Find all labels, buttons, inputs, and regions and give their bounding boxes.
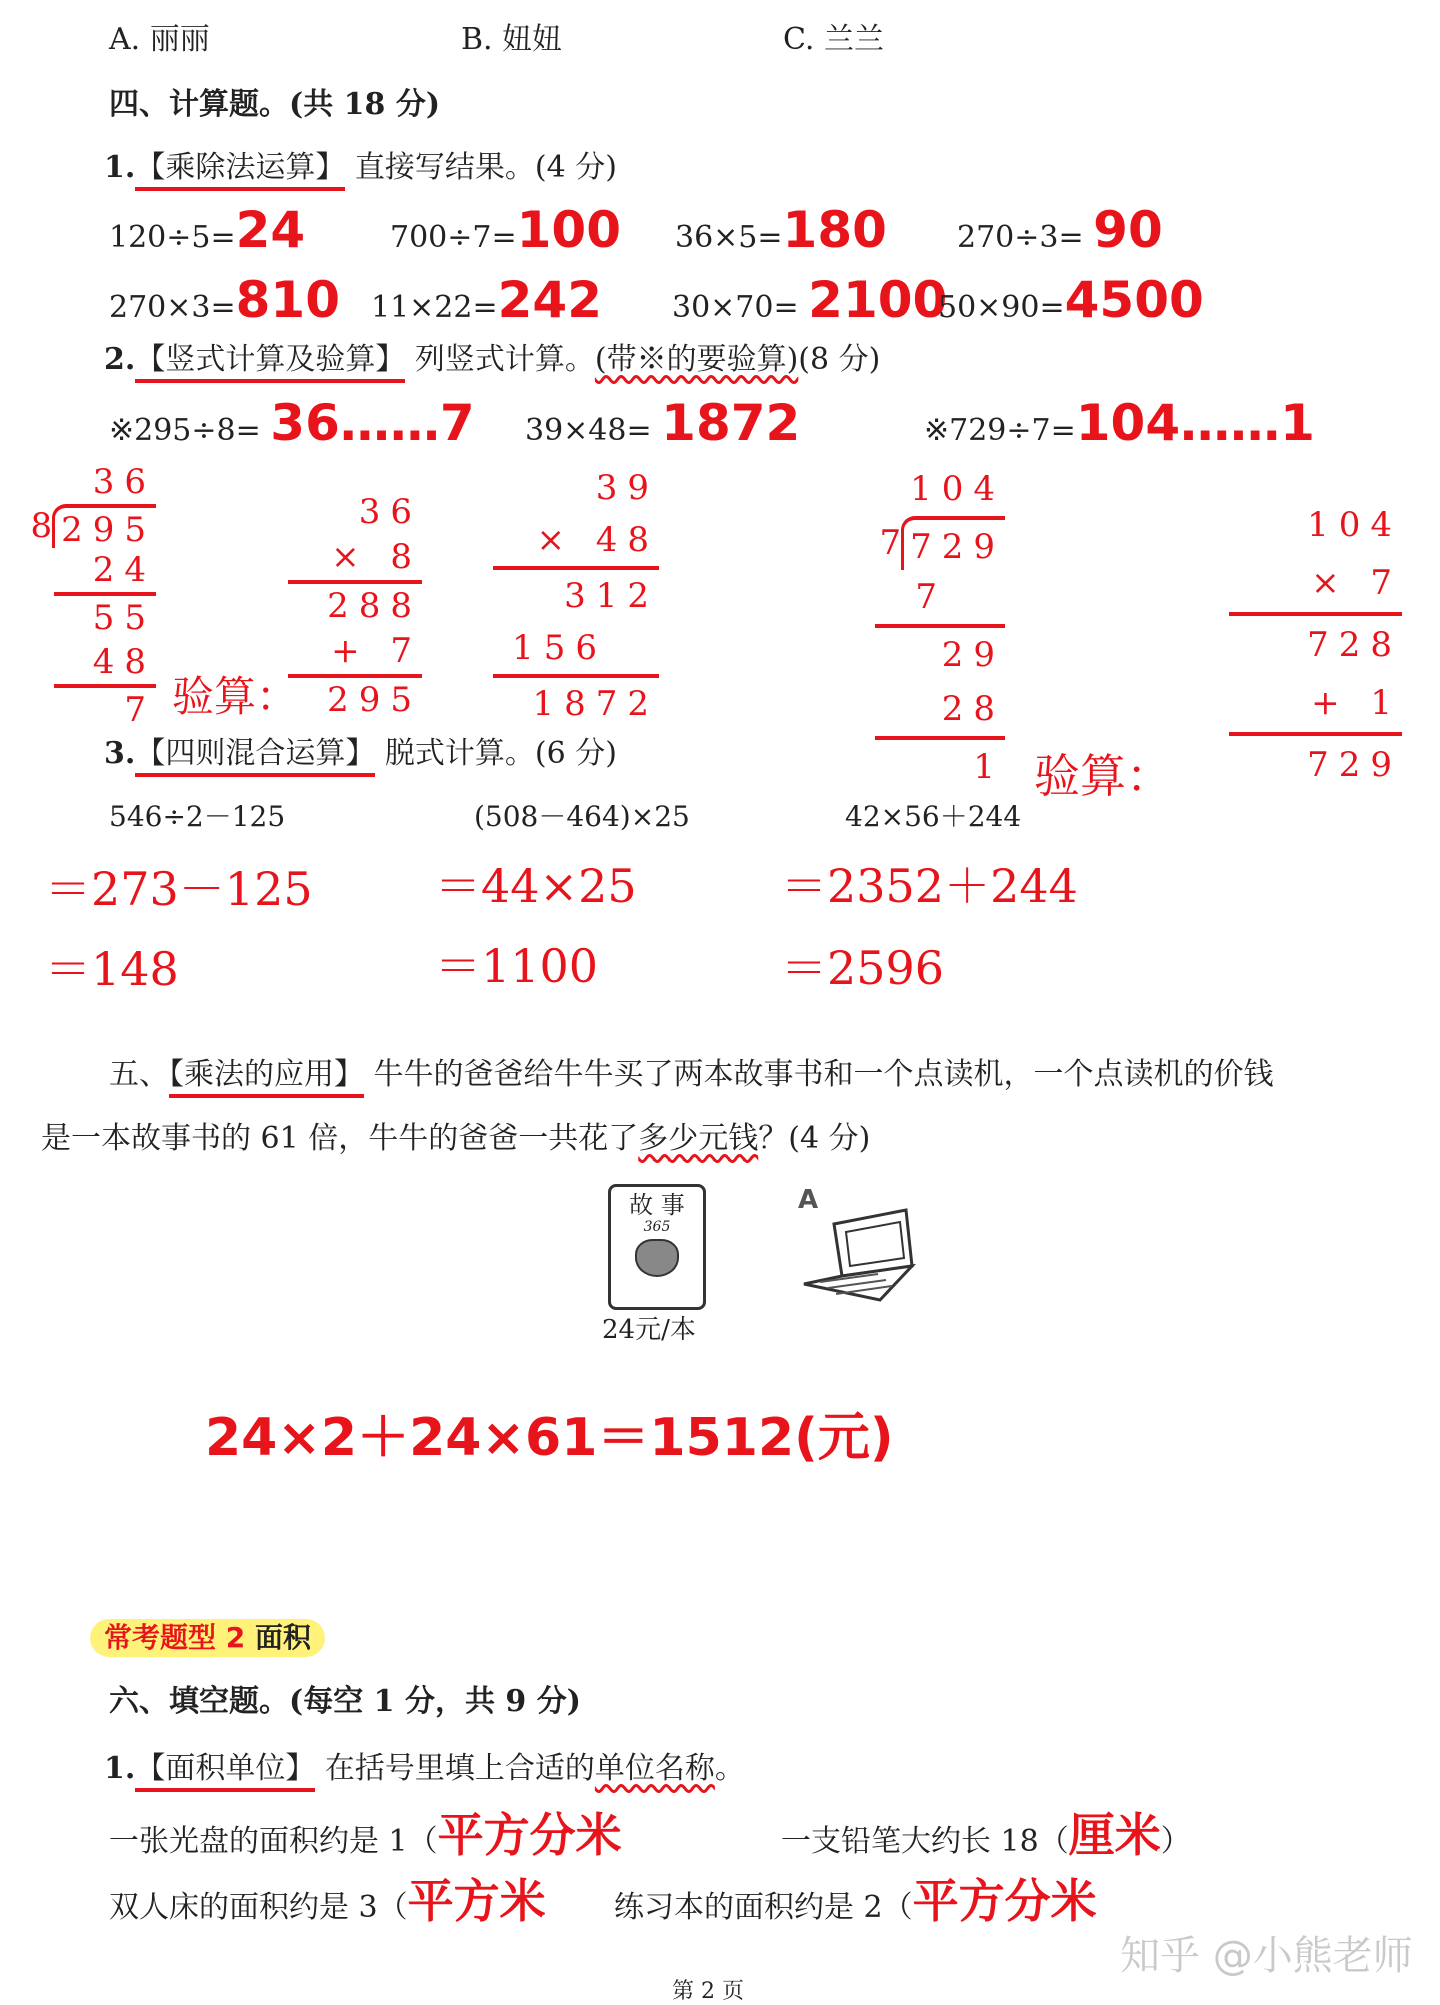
- book-price-caption: 24元/本: [602, 1315, 696, 1345]
- quotient: 36: [92, 462, 156, 502]
- calc-row: 295: [327, 680, 422, 720]
- check-multiplication-2: [1229, 496, 1402, 794]
- q6-num: 1.: [104, 1751, 136, 1786]
- check-label-1: 验算：: [172, 672, 299, 721]
- calc-row: 48: [54, 640, 156, 688]
- answer: 36……7: [270, 394, 475, 452]
- q3-step1-1: ＝273－125: [45, 862, 313, 916]
- calc-row: 729: [1307, 745, 1402, 785]
- answer: 242: [497, 271, 602, 329]
- q5-line2: [41, 1119, 870, 1159]
- q6-item-1: [109, 1810, 622, 1862]
- q3-text: 脱式计算。(6 分): [375, 736, 617, 771]
- q6-end: 。: [714, 1751, 745, 1786]
- answer: 2100: [808, 271, 948, 329]
- multiplication-39-by-48: [493, 462, 659, 730]
- q6-item-2: [781, 1810, 1191, 1862]
- answer: 180: [782, 201, 887, 259]
- q2-points: (8 分): [798, 342, 881, 377]
- long-division-295-by-8: [26, 460, 156, 732]
- q3-num: 3.: [104, 736, 136, 771]
- dividend-row: [26, 504, 156, 548]
- q1-item: [109, 201, 306, 259]
- answer: 90: [1093, 201, 1163, 259]
- q1-item: [938, 271, 1204, 329]
- cat-icon: [635, 1239, 679, 1277]
- calc-row: × 7: [1229, 554, 1402, 616]
- answer: 平方分米: [912, 1874, 1097, 1928]
- q6-item-4: [614, 1876, 1097, 1928]
- calc-row: 39: [595, 468, 659, 508]
- q2-item-3: [924, 394, 1315, 452]
- q3-tag: 【四则混合运算】: [135, 736, 376, 771]
- q2-item-2: [525, 394, 801, 452]
- q5-answer: 24×2＋24×61＝1512(元): [205, 1408, 894, 1468]
- quotient: 104: [910, 469, 1005, 509]
- divisor: 8: [30, 506, 53, 546]
- answer: 4500: [1064, 271, 1204, 329]
- page-number: 第 2 页: [672, 1979, 744, 2004]
- divisor: 7: [879, 523, 902, 563]
- expr: 270×3=: [109, 290, 236, 325]
- calc-row: 24: [54, 548, 156, 596]
- dividend: 295: [52, 504, 156, 548]
- choice-c: C. 兰兰: [783, 22, 884, 57]
- q3-heading: [104, 734, 617, 774]
- calc-row: 36: [358, 492, 422, 532]
- q1-item: [109, 271, 340, 329]
- book-title: 故 事: [629, 1191, 685, 1219]
- expr: 700÷7=: [390, 220, 517, 255]
- q5-text: ？(4 分): [758, 1121, 871, 1156]
- calc-row: 1872: [532, 684, 659, 724]
- calc-row: 28: [875, 682, 1005, 740]
- long-division-729-by-7: [845, 462, 1005, 794]
- q1-item: [672, 271, 948, 329]
- badge-label: 常考题型 2: [104, 1621, 246, 1654]
- calc-row: × 8: [288, 535, 422, 584]
- calc-row: 156: [493, 622, 659, 678]
- q1-item: [371, 271, 602, 329]
- storybook-image: [608, 1184, 706, 1310]
- q5-tag: 【乘法的应用】: [169, 1057, 364, 1092]
- answer: 厘米: [1068, 1808, 1161, 1862]
- calc-row: 728: [1307, 625, 1402, 665]
- q2-text: 列竖式计算。: [405, 342, 595, 377]
- q5-prefix: 五、: [109, 1057, 169, 1092]
- item-text: 一张光盘的面积约是 1（: [109, 1824, 438, 1859]
- laptop-icon: [794, 1184, 916, 1304]
- calc-row: 1: [973, 747, 1005, 787]
- expr: 120÷5=: [109, 220, 236, 255]
- q3-step2-1: ＝148: [45, 942, 179, 996]
- topic-badge: [90, 1619, 325, 1657]
- expr: ※295÷8=: [109, 413, 271, 448]
- q6-tag: 【面积单位】: [135, 1751, 316, 1786]
- expr: 11×22=: [371, 290, 498, 325]
- expr: 50×90=: [938, 290, 1065, 325]
- calc-row: 7: [124, 690, 156, 730]
- q5-text: 是一本故事书的 61 倍，牛牛的爸爸一共花了: [41, 1121, 639, 1156]
- section4-title: 四、计算题。(共 18 分): [109, 87, 441, 122]
- calc-row: 7: [875, 570, 1005, 628]
- q3-step2-2: ＝1100: [435, 939, 599, 993]
- item-text: 双人床的面积约是 3（: [109, 1890, 408, 1925]
- calc-row: 55: [92, 598, 156, 638]
- item-text: 练习本的面积约是 2（: [614, 1890, 913, 1925]
- calc-row: 104: [1307, 505, 1402, 545]
- expr: 270÷3=: [957, 220, 1094, 255]
- calc-row: × 48: [493, 514, 659, 570]
- calc-row: + 7: [288, 629, 422, 678]
- watermark: 知乎 @小熊老师: [1120, 1933, 1413, 1979]
- q5-text: 牛牛的爸爸给牛牛买了两本故事书和一个点读机，一个点读机的价钱: [364, 1057, 1274, 1092]
- q6-text: 在括号里填上合适的: [315, 1751, 595, 1786]
- calc-row: 312: [564, 576, 659, 616]
- q1-tag: 【乘除法运算】: [135, 150, 346, 185]
- q2-tag: 【竖式计算及验算】: [135, 342, 406, 377]
- answer: 104……1: [1075, 394, 1315, 452]
- item-text: 一支铅笔大约长 18（: [781, 1824, 1069, 1859]
- q3-expr-3: 42×56＋244: [845, 800, 1022, 833]
- q2-wavy-note: (带※的要验算): [594, 342, 799, 377]
- answer: 平方分米: [437, 1808, 622, 1862]
- book-number: 365: [643, 1219, 671, 1235]
- expr: 39×48=: [525, 413, 662, 448]
- answer: 810: [235, 271, 340, 329]
- check-label-2: 验算：: [1034, 749, 1172, 803]
- section6-title: 六、填空题。(每空 1 分，共 9 分): [109, 1684, 581, 1719]
- calc-row: + 1: [1229, 674, 1402, 736]
- q1-num: 1.: [104, 150, 136, 185]
- q3-expr-2: (508－464)×25: [474, 800, 690, 833]
- q5-wavy: 多少元钱: [638, 1121, 759, 1156]
- badge-topic: 面积: [245, 1621, 311, 1654]
- q3-step2-3: ＝2596: [781, 941, 945, 995]
- dividend: 729: [901, 516, 1005, 570]
- q6-wavy: 单位名称: [594, 1751, 715, 1786]
- q1-text: 直接写结果。(4 分): [345, 150, 617, 185]
- q1-item: [390, 201, 621, 259]
- dividend-row: [845, 516, 1005, 570]
- q3-step1-3: ＝2352＋244: [781, 859, 1078, 913]
- answer: 24: [235, 201, 306, 259]
- answer: 平方米: [407, 1874, 546, 1928]
- q6-heading: [104, 1749, 745, 1789]
- q5-line1: [109, 1055, 1274, 1095]
- svg-text:A: A: [798, 1185, 819, 1215]
- calc-row: 288: [327, 586, 422, 626]
- check-multiplication-1: [288, 490, 422, 723]
- q1-item: [957, 201, 1163, 259]
- expr: 36×5=: [675, 220, 783, 255]
- close-paren: ）: [1160, 1824, 1191, 1859]
- expr: ※729÷7=: [924, 413, 1076, 448]
- answer: 100: [516, 201, 621, 259]
- q3-expr-1: 546÷2－125: [109, 800, 286, 833]
- q2-num: 2.: [104, 342, 136, 377]
- q1-heading: [104, 148, 617, 188]
- q2-heading: [104, 340, 880, 380]
- q2-item-1: [109, 394, 475, 452]
- q6-item-3: [109, 1876, 546, 1928]
- expr: 30×70=: [672, 290, 809, 325]
- q3-step1-2: ＝44×25: [435, 859, 637, 913]
- calc-row: 29: [941, 635, 1005, 675]
- reading-machine-image: [794, 1184, 916, 1304]
- choice-a: A. 丽丽: [109, 22, 210, 57]
- q1-item: [675, 201, 887, 259]
- answer: 1872: [661, 394, 801, 452]
- choice-b: B. 妞妞: [461, 22, 563, 57]
